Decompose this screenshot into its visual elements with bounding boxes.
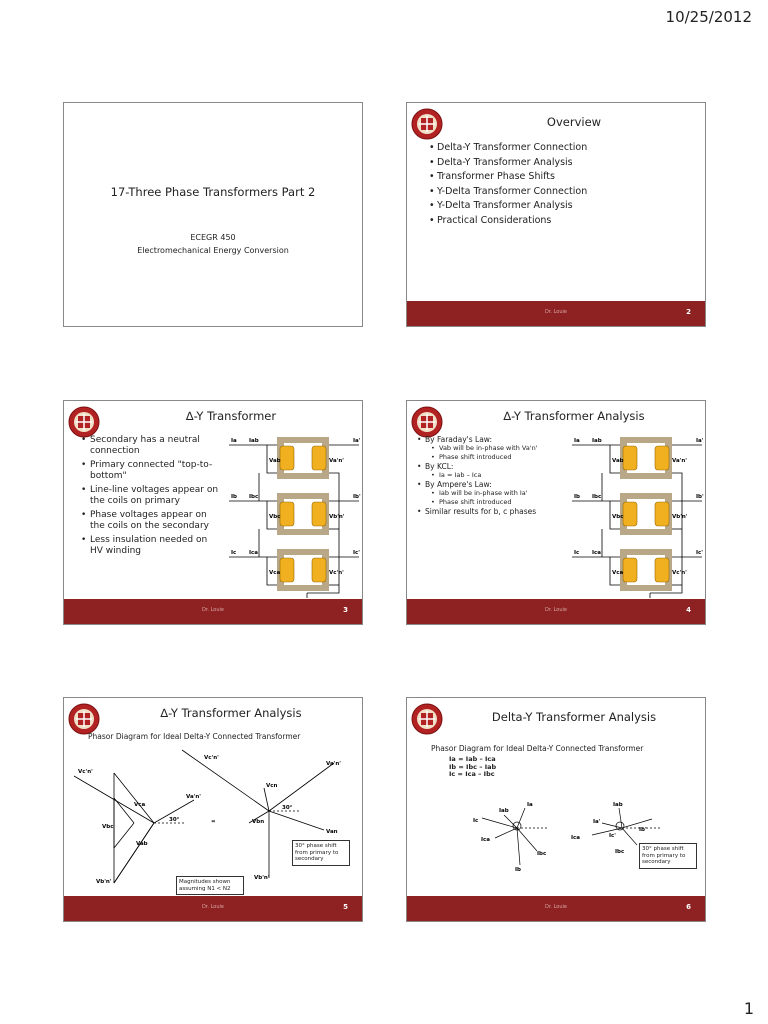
current-phasor-diagram	[407, 793, 706, 883]
university-logo	[410, 702, 444, 736]
svg-text:30°: 30°	[282, 805, 293, 811]
list-item: • Ia = Iab – Ica	[425, 471, 570, 480]
footer-author: Dr. Louie	[544, 904, 568, 910]
slide-1-title: 17-Three Phase Transformers Part 2	[110, 185, 316, 199]
list-item: • Phase voltages appear on the coils on the secondary	[90, 510, 220, 531]
list-item: • Delta-Y Transformer Connection	[437, 141, 587, 156]
list-item: • Iab will be in-phase with Ia'	[425, 489, 570, 498]
footer-author: Dr. Louie	[544, 607, 568, 613]
list-item: • Y-Delta Transformer Connection	[437, 185, 587, 200]
svg-text:Vb'n': Vb'n'	[254, 875, 270, 881]
slide-number: 5	[343, 903, 348, 911]
svg-text:Van: Van	[326, 829, 338, 835]
slide-1-subtitle: Electromechanical Energy Conversion	[137, 246, 289, 255]
slide-4-title: ∆-Y Transformer Analysis	[503, 409, 645, 423]
footer-author: Dr. Louie	[544, 309, 568, 315]
university-logo	[67, 702, 101, 736]
list-item: • Phase shift introduced	[425, 498, 570, 507]
svg-text:Vbn: Vbn	[252, 819, 265, 825]
list-item: • By KCL:	[425, 462, 570, 471]
magnitude-note: Magnitudes shown assuming N1 < N2	[176, 876, 244, 895]
svg-text:30°: 30°	[169, 817, 180, 823]
list-item: • Y-Delta Transformer Analysis	[437, 199, 587, 214]
list-item: • By Faraday's Law:	[425, 435, 570, 444]
svg-text:=: =	[211, 819, 216, 825]
slide-number: 6	[686, 903, 691, 911]
svg-text:Ia: Ia	[527, 802, 533, 808]
equation: Ic = Ica – Ibc	[449, 770, 495, 778]
svg-text:Vc'n': Vc'n'	[78, 769, 93, 775]
svg-text:Va'n': Va'n'	[326, 761, 341, 767]
slide-6	[406, 697, 706, 922]
overview-list	[437, 141, 587, 228]
svg-text:Vca: Vca	[134, 802, 146, 808]
slide-6-title: Delta-Y Transformer Analysis	[491, 710, 657, 724]
list-item: • Similar results for b, c phases	[425, 507, 570, 516]
footer-author: Dr. Louie	[201, 607, 225, 613]
svg-text:Vcn: Vcn	[266, 783, 278, 789]
slide-footer	[407, 896, 705, 921]
list-item: • Line-line voltages appear on the coils on primary	[90, 485, 220, 506]
slide-2-title: Overview	[546, 115, 602, 129]
svg-text:Vc'n': Vc'n'	[204, 755, 219, 761]
slide-number: 4	[686, 606, 691, 614]
list-item: • Secondary has a neutral connection	[90, 435, 220, 456]
slide-1	[63, 102, 363, 327]
list-item: • Less insulation needed on HV winding	[90, 535, 220, 556]
university-logo	[410, 405, 444, 439]
slide-3-title: ∆-Y Transformer	[185, 409, 277, 423]
slide-footer	[64, 599, 362, 624]
svg-text:Iab: Iab	[499, 808, 509, 814]
phasor-caption: Phasor Diagram for Ideal Delta-Y Connected Transformer	[431, 744, 644, 753]
slide-2	[406, 102, 706, 327]
university-logo	[410, 107, 444, 141]
slide-number: 3	[343, 606, 348, 614]
list-item: • Phase shift introduced	[425, 453, 570, 462]
slide-5-title: ∆-Y Transformer Analysis	[160, 706, 302, 720]
slide-footer	[64, 896, 362, 921]
svg-text:Ib': Ib'	[639, 827, 647, 833]
svg-text:Va'n': Va'n'	[186, 794, 201, 800]
list-item: • Vab will be in-phase with Va'n'	[425, 444, 570, 453]
svg-text:Ica: Ica	[481, 837, 491, 843]
svg-text:Ibc: Ibc	[615, 849, 625, 855]
slide-number: 2	[686, 308, 691, 316]
slide-footer	[407, 599, 705, 624]
svg-text:Ic: Ic	[473, 818, 479, 824]
slide-1-course: ECEGR 450	[190, 233, 236, 242]
slide-5	[63, 697, 363, 922]
list-item: • Primary connected "top-to-bottom"	[90, 460, 220, 481]
svg-text:Ib: Ib	[515, 867, 521, 873]
phase-shift-note: 30° phase shift from primary to secondary	[639, 843, 697, 869]
delta-y-circuit-diagram	[229, 433, 363, 608]
slide-4	[406, 400, 706, 625]
equation: Ib = Ibc – Iab	[449, 762, 497, 771]
svg-text:Vab: Vab	[136, 841, 148, 847]
phasor-diagram	[64, 743, 363, 893]
university-logo	[67, 405, 101, 439]
svg-text:Ic': Ic'	[609, 833, 616, 839]
svg-text:Ibc: Ibc	[537, 851, 547, 857]
kcl-equations	[449, 756, 496, 779]
slide-3	[63, 400, 363, 625]
page-number: 1	[743, 999, 754, 1018]
list-item: • Delta-Y Transformer Analysis	[437, 156, 587, 171]
phase-shift-note: 30° phase shift from primary to secondary	[292, 840, 350, 866]
list-item: • By Ampere's Law:	[425, 480, 570, 489]
footer-author: Dr. Louie	[201, 904, 225, 910]
delta-y-circuit-diagram	[572, 433, 706, 608]
equation: Ia = Iab – Ica	[449, 755, 496, 763]
svg-text:Vb'n': Vb'n'	[96, 879, 112, 885]
page-date: 10/25/2012	[665, 8, 752, 26]
phasor-caption: Phasor Diagram for Ideal Delta-Y Connected Transformer	[88, 732, 301, 741]
svg-text:Vbc: Vbc	[102, 824, 114, 830]
svg-text:Ia': Ia'	[593, 819, 601, 825]
svg-text:Ica: Ica	[571, 835, 581, 841]
slide-4-bullets	[425, 435, 570, 516]
slide-3-bullets	[90, 435, 220, 560]
slide-footer	[407, 301, 705, 326]
list-item: • Practical Considerations	[437, 214, 587, 229]
svg-text:Iab: Iab	[613, 802, 623, 808]
list-item: • Transformer Phase Shifts	[437, 170, 587, 185]
